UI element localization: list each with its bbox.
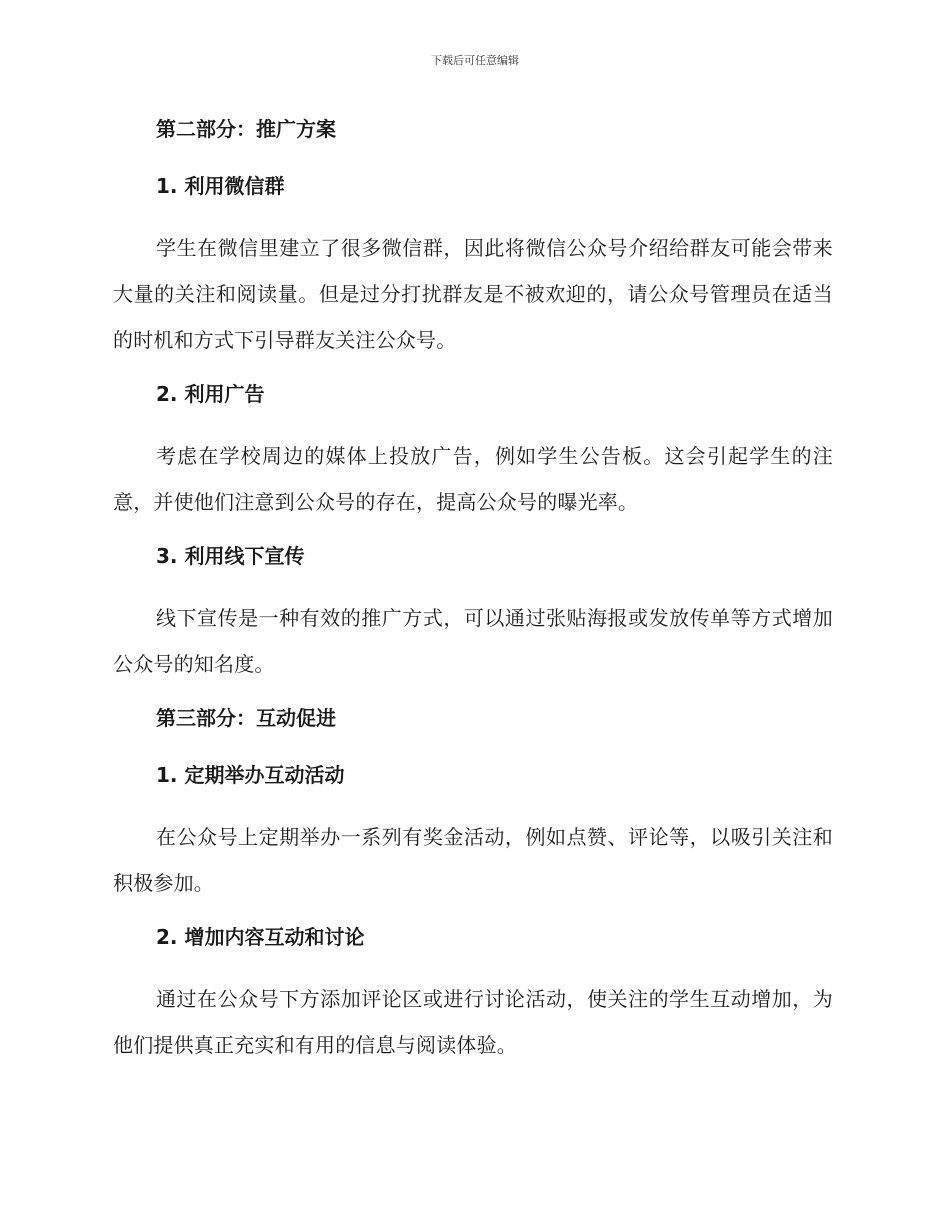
paragraph-offline-promotion: 线下宣传是一种有效的推广方式，可以通过张贴海报或发放传单等方式增加公众号的知名度。 [113, 606, 833, 676]
subheading-wechat-groups: 1. 利用微信群 [156, 174, 285, 198]
paragraph-advertising: 考虑在学校周边的媒体上投放广告，例如学生公告板。这会引起学生的注意，并使他们注意到公众号的存在，提高公众号的曝光率。 [113, 444, 833, 514]
subheading-offline-promotion: 3. 利用线下宣传 [156, 544, 305, 568]
subheading-advertising: 2. 利用广告 [156, 382, 265, 406]
paragraph-wechat-groups: 学生在微信里建立了很多微信群，因此将微信公众号介绍给群友可能会带来大量的关注和阅读量。但是过分打扰群友是不被欢迎的，请公众号管理员在适当的时机和方式下引导群友关注公众号。 [113, 236, 833, 352]
section-heading-part3: 第三部分：互动促进 [156, 706, 336, 730]
page-header: 下载后可任意编辑 [431, 54, 519, 67]
paragraph-content-interaction: 通过在公众号下方添加评论区或进行讨论活动，使关注的学生互动增加，为他们提供真正充实和有用的信息与阅读体验。 [113, 987, 833, 1057]
section-heading-part2: 第二部分：推广方案 [156, 117, 336, 141]
document-body [113, 111, 833, 1081]
subheading-regular-activities: 1. 定期举办互动活动 [156, 763, 345, 787]
subheading-content-interaction: 2. 增加内容互动和讨论 [156, 925, 365, 949]
paragraph-regular-activities: 在公众号上定期举办一系列有奖金活动，例如点赞、评论等，以吸引关注和积极参加。 [113, 825, 833, 895]
